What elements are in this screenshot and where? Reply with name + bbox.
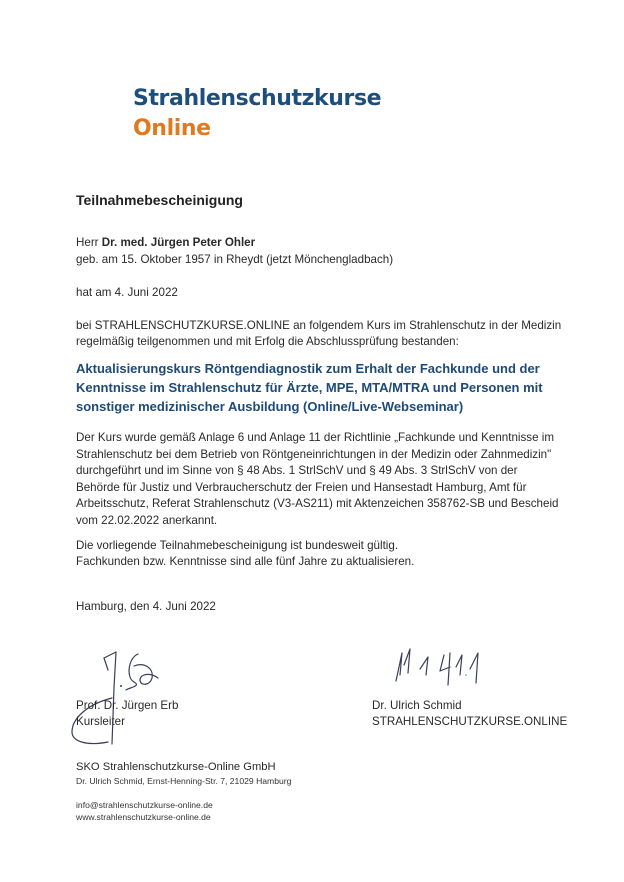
intro-line-2: regelmäßig teilgenommen und mit Erfolg die Abschlussprüfung bestanden: xyxy=(76,335,459,348)
course-title-line: Kenntnisse im Strahlenschutz für Ärzte, MPE, MTA/MTRA und Personen mit xyxy=(76,380,543,395)
footer-email[interactable]: info@strahlenschutzkurse-online.de xyxy=(76,800,213,810)
logo-wordmark-primary: Strahlenschutzkurse xyxy=(133,86,382,111)
footer-company: SKO Strahlenschutzkurse-Online GmbH xyxy=(76,761,276,773)
footer-website[interactable]: www.strahlenschutzkurse-online.de xyxy=(76,812,211,822)
signature-right-role: STRAHLENSCHUTZKURSE.ONLINE xyxy=(372,715,568,728)
course-title-line: Aktualisierungskurs Röntgendiagnostik zum Erhalt der Fachkunde und der xyxy=(76,361,540,376)
recognition-line: durchgeführt und im Sinne von § 48 Abs. 1 StrlSchV und § 49 Abs. 3 StrlSchV von der xyxy=(76,464,518,478)
course-title-line: sonstiger medizinischer Ausbildung (Online/Live-Webseminar) xyxy=(76,399,464,414)
signature-left-role: Kursleiter xyxy=(76,715,125,728)
date-line: hat am 4. Juni 2022 xyxy=(76,286,178,299)
birth-line: geb. am 15. Oktober 1957 in Rheydt (jetzt Mönchengladbach) xyxy=(76,253,394,266)
salutation: Herr xyxy=(76,236,99,249)
signature-right-icon xyxy=(390,645,500,690)
signature-left-name: Prof. Dr. Jürgen Erb xyxy=(76,699,179,712)
signature-right-name: Dr. Ulrich Schmid xyxy=(372,699,462,712)
validity-line-1: Die vorliegende Teilnahmebescheinigung ist bundesweit gültig. xyxy=(76,539,399,552)
intro-line-1: bei STRAHLENSCHUTZKURSE.ONLINE an folgendem Kurs im Strahlenschutz in der Medizin xyxy=(76,319,562,332)
validity-line-2: Fachkunden bzw. Kenntnisse sind alle fünf Jahre zu aktualisieren. xyxy=(76,555,415,568)
recognition-paragraph xyxy=(76,430,596,530)
participant-name: Dr. med. Jürgen Peter Ohler xyxy=(101,236,256,249)
logo-wordmark-accent: Online xyxy=(133,116,211,141)
recognition-line: Der Kurs wurde gemäß Anlage 6 und Anlage 11 der Richtlinie „Fachkunde und Kenntnisse im xyxy=(76,431,554,444)
recognition-line: vom 22.02.2022 anerkannt. xyxy=(76,513,218,527)
place-date: Hamburg, den 4. Juni 2022 xyxy=(76,600,216,613)
recognition-line: Strahlenschutz bei dem Betrieb von Röntgeneinrichtungen in der Medizin oder Zahnmedizin" xyxy=(76,447,552,461)
footer-address: Dr. Ulrich Schmid, Ernst-Henning-Str. 7, 21029 Hamburg xyxy=(76,776,292,786)
recognition-line: Behörde für Justiz und Verbraucherschutz der Freien und Hansestadt Hamburg, Amt für xyxy=(76,480,527,494)
course-title xyxy=(76,359,576,416)
document-title: Teilnahmebescheinigung xyxy=(76,192,243,208)
recognition-line: Arbeitsschutz, Referat Strahlenschutz (V3-AS211) mit Aktenzeichen 358762-SB und Bescheid xyxy=(76,497,559,511)
participant-line xyxy=(76,235,255,252)
